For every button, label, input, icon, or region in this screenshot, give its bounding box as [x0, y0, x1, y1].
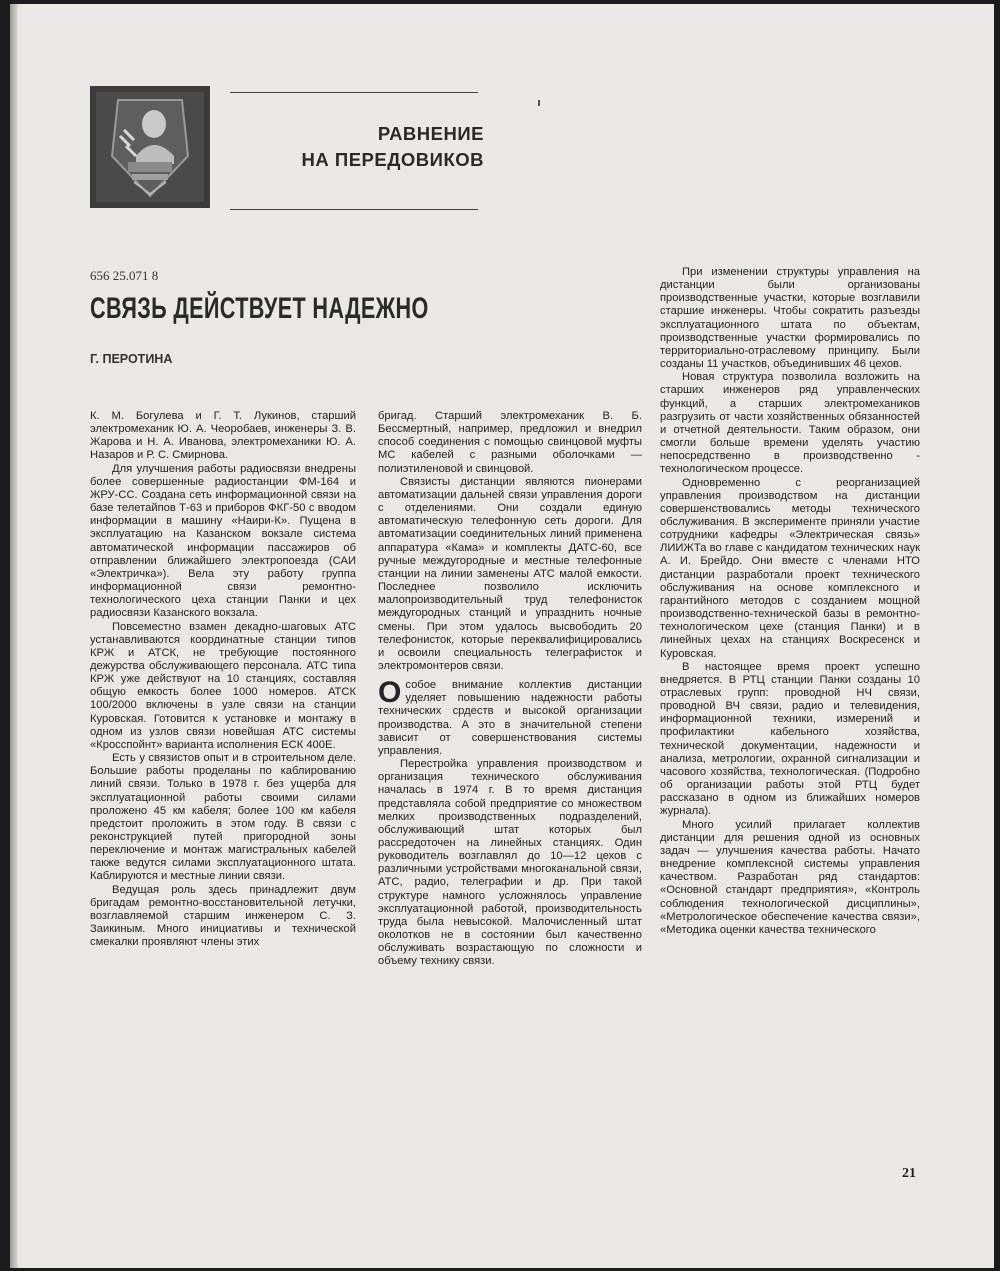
paragraph: При изменении структуры управления на дистанции были организованы производственные участки, которые возглавили старшие инженеры. Чтобы сократить разъезды эксплуатационного штата по объектам, производственные участки формировались по территориально-отраслевому принципу. Были созданы 11 участков, объединивших 46 цехов. [660, 266, 920, 371]
rubric-line-2: НА ПЕРЕДОВИКОВ [301, 149, 484, 170]
magazine-page [10, 4, 994, 1268]
paragraph: Связисты дистанции являются пионерами автоматизации дальней связи управления дороги с отделениями. Они создали единую автоматическую телефонную сеть дороги. Для автоматизации соединительных линий применена аппаратура «Кама» и комплекты ДАТС-60, все ручные междугородные и местные телефонные станции на линии заменены АТС малой емкости. Последнее позволило исключить малопроизводительный труд телефонисток междугородных станций и упразднить ночные смены. При этом удалось высвободить 20 телефонисток, которые переквалифицировались и освоили специальность телеграфисток и электромонтеров связи. [378, 475, 642, 672]
paragraph: Новая структура позволила возложить на старших инженеров ряд управленческих функций, а старших электромехаников разгрузить от части хозяйственных обязанностей и отчетной деятельности. Таким образом, они смогли больше времени уделять участию непосредственно в производственно - технологическом процессе. [660, 371, 920, 476]
paragraph: В настоящее время проект успешно внедряется. В РТЦ станции Панки созданы 10 отраслевых групп: проводной НЧ связи, проводной ВЧ связи, радио и телевидения, информационной техники, измерений и профилактики кабельного хозяйства, технической документации, надежности и анализа, метрологии, охранной сигнализации и часового хозяйства, технологическая. (Подробно об организации работы этой РТЦ будет рассказано в одном из ближайших номеров журнала). [660, 660, 920, 818]
paragraph: К. М. Богулева и Г. Т. Лукинов, старший электромеханик Ю. А. Чеоробаев, инженеры З. В. Жарова и Н. А. Иванова, электромеханики Ю. А. Назаров и Р. С. Смирнова. [90, 410, 356, 462]
dropcap-letter: О [378, 676, 402, 710]
rubric-logo-emblem [90, 86, 210, 208]
header-rule-bottom [230, 209, 478, 210]
text-column-3 [660, 266, 920, 937]
paragraph: Ведущая роль здесь принадлежит двум бригадам ремонтно-восстановительной летучки, возглавляемой старшим инженером С. З. Заикиным. Много инициативы и технической смекалки проявляют члены этих [90, 883, 356, 949]
paragraph: Для улучшения работы радиосвязи внедрены более совершенные радиостанции ФМ-164 и ЖРУ-СС. Создана сеть информационной связи на базе телетайпов Т-63 и приборов ФКГ-50 с вводом информации в машину «Наири-К». Пущена в эксплуатацию на Казанском вокзале система автоматической информации пассажиров об отправлении ближайшего электропоезда (САИ «Электричка»). Вела эту работу группа информационной связи ремонтно-технологического цеха станции Панки и цех радиосвязи Казанского вокзала. [90, 462, 356, 620]
article-title: СВЯЗЬ ДЕЙСТВУЕТ НАДЕЖНО [90, 292, 429, 325]
text-column-2 [378, 410, 642, 969]
rubric-heading [302, 121, 484, 173]
paragraph: Одновременно с реорганизацией управления производством на дистанции совершенствовались методы технического обслуживания. В эксперименте приняли участие сотрудники кафедры «Электрическая связь» ЛИИЖТа во главе с кандидатом технических наук А. И. Брейдо. Они вместе с членами НТО дистанции разработали проект технического обслуживания на основе комплексного и гарантийного методов с созданием мощной производственно-технической базы в ремонтно-технологическом цехе (станция Панки) и в линейных цехах на станциях Воскресенск и Куровская. [660, 476, 920, 660]
paragraph: Перестройка управления производством и организация технического обслуживания началась в 1974 г. В то время дистанция представляла собой предприятие со множеством мелких производственных подразделений, обслуживающий штат которых был рассредоточен на линейных станциях. Один руководитель возглавлял до 10—12 цехов с различными устройствами многоканальной связи, АТС, радио, телеграфии и др. При такой структуре намного усложнялось управление эксплуатационной работой, производительность труда была невысокой. Малочисленный штат околотков не в состоянии был качественно обслуживать возрастающую по сложности и объему технику связи. [378, 758, 642, 968]
dropcap-paragraph [378, 676, 642, 758]
page-number: 21 [902, 1166, 916, 1181]
article-author: Г. ПЕРОТИНА [90, 352, 173, 366]
rubric-line-1: РАВНЕНИЕ [377, 123, 484, 144]
paragraph: Много усилий прилагает коллектив дистанции для решения одной из основных задач — улучшения качества работы. Начато внедрение комплексной системы управления качеством. Разработан ряд стандартов: «Основной стандарт предприятия», «Контроль соблюдения технологической дисциплины», «Метрологическое обеспечение качества связи», «Методика оценки качества технического [660, 818, 920, 936]
paragraph: бригад. Старший электромеханик В. Б. Бессмертный, например, предложил и внедрил способ соединения с помощью свинцовой муфты МС кабелей с разными оболочками — полиэтиленовой и свинцовой. [378, 410, 642, 475]
page-spine-shadow [10, 4, 18, 1268]
print-speck [538, 100, 540, 106]
paragraph: Повсеместно взамен декадно-шаговых АТС устанавливаются координатные станции типов КРЖ и АТСК, не требующие постоянного дежурства обслуживающего персонала. АТС типа КРЖ уже действуют на 10 станциях, составляя общую емкость более 1000 номеров. АТСК 100/2000 включены в узле связи на станции Куровская. Готовится к установке и монтажу в одном из узлов связи новейшая АТС системы «Кросспойнт» варианта исполнения ЕСК 400Е. [90, 620, 356, 751]
udc-code: 656 25.071 8 [90, 268, 159, 283]
dropcap-paragraph-text: собое внимание коллектив дистанции уделяет повышению надежности работы технических срдеств и высокой организации производства. А это в значительной степени зависит от совершенствования системы управления. [378, 679, 642, 757]
text-column-1 [90, 410, 356, 949]
header-rule-top [230, 92, 478, 93]
paragraph: Есть у связистов опыт и в строительном деле. Большие работы проделаны по каблированию линий связи. Только в 1978 г. без ущерба для эксплуатационной работы своими силами проложено 45 км кабеля; более 100 км кабеля предстоит проложить в этом году. В связи с реконструкцией путей пригородной зоны переключение и монтаж магистральных кабелей также ведутся силами эксплуатационного штата. Каблируются и местные линии связи. [90, 752, 356, 883]
